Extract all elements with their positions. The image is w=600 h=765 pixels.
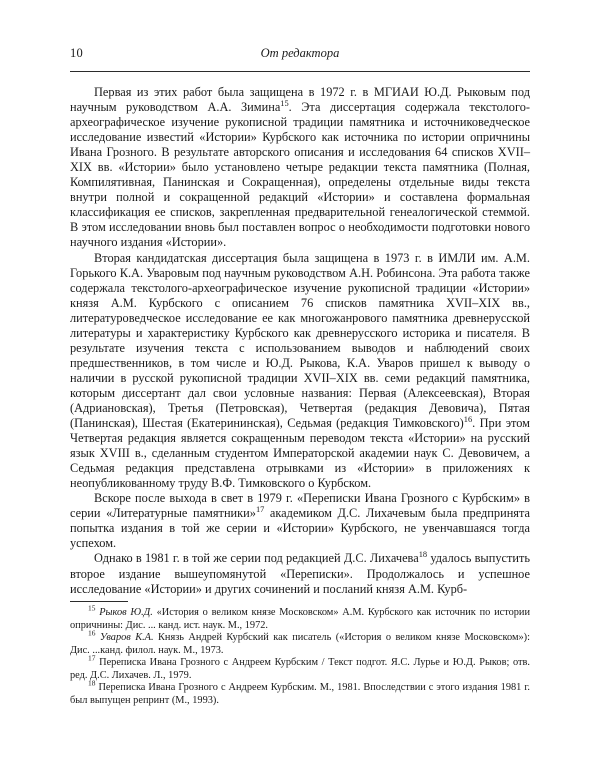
body-text-block	[70, 85, 530, 597]
footnote-number: 16	[88, 628, 96, 638]
footnote-reference-marker[interactable]: 15	[280, 98, 289, 108]
citation-author: Рыков Ю.Д.	[99, 607, 153, 618]
footnote-entry	[70, 653, 530, 682]
footnote-divider-rule	[70, 601, 128, 602]
text-run: Переписка Ивана Грозного с Андреем Курбским / Текст подгот. Я.С. Лурье и Ю.Д. Рыков; отв. ред. Д.С. Лихачев. Л., 1979.	[70, 657, 530, 681]
footnote-number: 15	[88, 603, 96, 613]
footnote-entry	[70, 603, 530, 632]
footnotes-block	[70, 603, 530, 707]
running-head-title: От редактора	[260, 46, 340, 60]
footnote-entry	[70, 678, 530, 707]
body-paragraph	[70, 491, 530, 551]
text-run: удалось выпустить второе издание вышеупомянутой «Переписки». Продолжалось и успешное исследование «Истории» и других сочинений и посланий князя А.М. Курб-	[70, 551, 531, 596]
text-run: Вторая кандидатская диссертация была защищена в 1973 г. в ИМЛИ им. А.М. Горького К.А. Уваровым под научным руководством А.Н. Робинсона. Эта работа также содержала текстолого-археографическое изучение рукописной традиции «Истории» князя А.М. Курбского с описанием 76 списков памятника XVII–XIX вв., литературоведческое исследование ее как многожанрового памятника древнерусской литературы и характеристику Курбского как древнерусского историка и писателя. В результате изучения текста с использованием выводов и наблюдений своих предшественников, в том числе и Ю.Д. Рыкова, К.А. Уваров пришел к выводу о наличии в русской рукописной традиции XVII–XIX вв. семи редакций памятника, которым диссертант дал свои условные названия: Первая (Алексеевская), Вторая (Адриановская), Третья (Петровская), Четвертая (редакция Девовича), Пятая (Панинская), Шестая (Екатерининская), Седьмая (редакция Тимковского)	[70, 250, 530, 431]
body-paragraph	[70, 85, 530, 251]
footnote-reference-marker[interactable]: 16	[463, 414, 473, 424]
footnote-number: 17	[88, 653, 96, 663]
citation-author: Уваров К.А.	[99, 632, 154, 644]
text-run: академиком Д.С. Лихачевым была предпринята попытка издания в той же серии и «Истории» Курбского, не увенчавшаяся тогда успехом.	[70, 506, 530, 551]
text-run: «История о великом князе Московском» А.М. Курбского как источник по истории опричнины: Дис. ... канд. ист. наук. М., 1972.	[70, 607, 530, 631]
text-run: Вскоре после выхода в свет в 1979 г. «Переписки Ивана Грозного с Курбским» в серии «Литературные памятники»	[70, 491, 530, 521]
header-divider-rule	[70, 71, 530, 72]
text-run: Князь Андрей Курбский как писатель («История о великом князе Московском»): Дис. ...канд. филол. наук. М., 1973.	[70, 632, 530, 656]
body-paragraph	[70, 551, 530, 596]
footnote-reference-marker[interactable]: 18	[418, 550, 428, 560]
text-run: Первая из этих работ была защищена в 1972 г. в МГИАИ Ю.Д. Рыковым под научным руководством А.А. Зимина	[70, 85, 530, 115]
text-run: Переписка Ивана Грозного с Андреем Курбским. М., 1981. Впоследствии с этого издания 1981 г. был выпущен репринт (М., 1993).	[70, 682, 530, 706]
footnote-number: 18	[88, 678, 96, 688]
footnote-entry	[70, 628, 530, 657]
page-number: 10	[70, 46, 83, 60]
text-run: . При этом Четвертая редакция является сокращенным переводом текста «Истории» на русский язык XVIII в., сделанным студентом Императорской академии наук С. Девовичем, а Седьмая редакция представлена отрывками из «Истории» в приложениях к неопубликованному труду В.Ф. Тимковского о Курбском.	[70, 416, 530, 491]
body-paragraph	[70, 251, 530, 492]
footnote-reference-marker[interactable]: 17	[255, 505, 265, 515]
text-run: . Эта диссертация содержала текстолого-археографическое изучение рукописной традиции памятника и источниковедческое исследование известий «Истории» Курбского как источника по истории опричнины Ивана Грозного. В результате авторского описания и исследования 64 списков XVII–XIX вв. «Истории» было установлено четыре редакции текста памятника (Полная, Компилятивная, Панинская и Сокращенная), определены отдельные виды текста внутри полной и сокращенной редакций «Истории» и составлена формальная классификация ее списков, закрепленная предварительной генеалогической стеммой. В этом исследовании вновь был поставлен вопрос о необходимости подготовки нового научного издания «Истории».	[70, 100, 530, 250]
text-run: Однако в 1981 г. в той же серии под редакцией Д.С. Лихачева	[94, 551, 419, 566]
running-head	[70, 46, 530, 66]
